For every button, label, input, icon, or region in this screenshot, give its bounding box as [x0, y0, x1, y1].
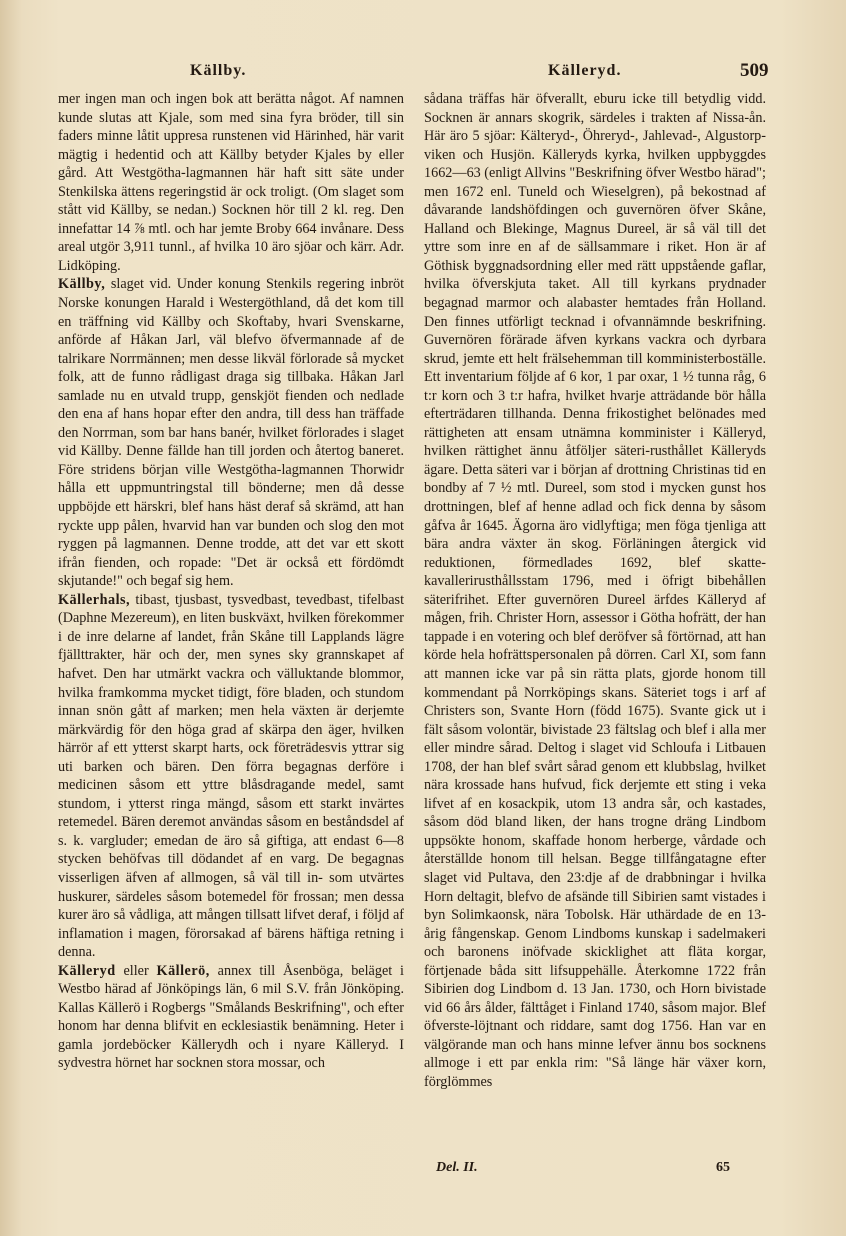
entry-text: slaget vid. Under konung Stenkils regering inbröt Norske konungen Harald i Westergöthland, då det kom till en träffning vid Källby och Skoftaby, hvari Svenskarne, anförde af Håkan Jarl, väl blefvo öfvermannade af de talrikare Norrmännen; men desse likväl förlorade så mycket folk, att de funno rådligast draga sig tillbaka. Håkan Jarl samlade nu en utvald trupp, genskjöt fienden och nedlade den ena af hans hopar efter den andra, till dess han träffade den Norrman, som bar hans banér, hvilket förlorades i slaget vid Källby. Denne fällde han till jorden och återtog baneret. Före stridens början ville Westgötha-lagmannen Thorwidr hålla ett uppmuntringstal till bönderne; men då desse uppböjde ett härskri, blef hans häst deraf så skrämd, att han ryckte upp pålen, hvarvid han var bunden och slog den mot ryggen på lagmannen. Denne trodde, att det var ett skott ifrån fienden, och ropade: "Det är också ett fördömdt skjutande!" och begaf sig hem. — [58, 276, 405, 590]
right-running-title: Källeryd. — [548, 62, 622, 79]
entry-headword: Källerhals, — [58, 591, 131, 608]
entry-text: tibast, tjusbast, tysvedbast, tevedbast, tifelbast (Daphne Mezereum), en liten buskväxt, hvilken förekommer i de inre delarne af landet, från Skåne till Lapplands lägre fjällttrakter, här och der, men synes sky grannskapet af hafvet. Den har utmärkt vackra och välluktande blommor, hvilka framkomma mycket tidigt, före bladen, och stundom innan snön gått af marken; men hela växten är derjemte märkvärdig för den höga grad af skärpa den äger, hvilken härrör af ett ytterst skarpt harts, ock företrädesvis yttrar sig uti barken och bären. Den förra begagnas derföre i medicinen såsom ett yttre blåsdragande medel, samt stundom, i ytterst ringa mängd, såsom ett starkt invärtes retemedel. Bären deremot användas såsom en beståndsdel af s. k. vargluder; emedan de äro så giftiga, att endast 6—8 stycken behöfvas till dödandet af en varg. De begagnas visserligen äfven af allmogen, så väl till in- som utvärtes huskurer, särdeles såsom botemedel för frossan; men dessa kurer äro så vådliga, att mången tillsatt lifvet deraf, i följd af inflamation i magen, förorsakad af bärens häftiga retning i denna. — [58, 591, 405, 961]
page-footer — [0, 1160, 846, 1182]
entry-kallerhals — [58, 591, 404, 962]
entry-kalleryd — [58, 962, 404, 1073]
sheet-number: 65 — [716, 1160, 730, 1175]
entry-text: annex till Åsenböga, beläget i Westbo härad af Jönköpings län, 6 mil S.V. från Jönköping. Kallas Källerö i Rogbergs "Smålands Beskrifning", och efter honom har denna blifvit en ecklesiastik benämning. Heter i gamla jordeböcker Källerydh och i nyare Källeryd. I sydvestra hörnet har socknen stora mossar, och — [58, 962, 404, 1072]
continued-paragraph: mer ingen man och ingen bok att berätta något. Af namnen kunde slutas att Kjale, som med sina fyra bröder, till sin faders minne låtit uppresa runstenen vid Härinhed, här varit mägtig i hedentid och att Källby betyder Kjales by eller gård. Att Westgötha-lagmannen här haft sitt säte under Stenkilska ättens regeringstid är ock troligt. (Om slaget som stått vid Källby, se nedan.) Socknen hör till 2 kl. reg. Den innefattar 14 ⅞ mtl. och har jemte Broby 664 invånare. Dess areal utgör 3,911 tunnl., af hvilka 10 äro sjöar och kärr. Adr. Lidköping. — [58, 91, 404, 274]
right-column — [424, 90, 766, 1092]
entry-connector: eller — [123, 962, 149, 979]
entry-headword-alt: Källerö, — [156, 962, 210, 979]
left-running-title: Källby. — [190, 62, 247, 79]
entry-headword: Källeryd — [58, 962, 116, 979]
entry-headword: Källby, — [58, 276, 106, 293]
entry-kallby-slaget — [58, 275, 404, 590]
running-head — [0, 62, 846, 86]
left-column — [58, 90, 404, 1073]
page-number: 509 — [740, 60, 769, 81]
volume-signature: Del. II. — [436, 1160, 478, 1175]
continued-entry-kalleryd: sådana träffas här öfverallt, eburu icke till betydlig vidd. Socknen är annars skogrik, särdeles i trakten af Nissa-ån. Här äro 5 sjöar: Kälteryd-, Öhreryd-, Jahlevad-, Algustorp-viken och Husjön. Källeryds kyrka, hvilken uppbyggdes 1662—63 (enligt Allvins "Beskrifning öfver Westbo härad"; men 1672 enl. Tuneld och Wieselgren), på bekostnad af dåvarande landshöfdingen och guvernören öfver Skåne, Halland och Blekinge, Magnus Dureel, är så väl till det yttre som inre en af de sällsammare i riket. Hon är af Göthisk byggnadsordning eller med rätt uppstående gaflar, hvilka öfverskjuta taket. All till kyrkans prydnader begagnad marmor och alabaster hemtades från Holland. Den finnes utförligt tecknad i ofvannämnde beskrifning. Guvernören förärade äfven kyrkans vackra och dyrbara skrud, jemte ett helt frälsehemman till komministerboställe. Ett inventarium följde af 6 kor, 1 par oxar, 1 ½ tunna råg, 6 t:r korn och 3 t:r hafra, hvilket hvarje atträdande bör hålla efterträdaren tillhanda. Denna frikostighet belönades med rättigheten att ensam utnämna komminister i Källeryd, hvilken rättighet ännu åtföljer säteri-rusthållet Källeryds ägare. Detta säteri var i början af drottning Christinas tid en bondby af 7 ½ mtl. Dureel, som stod i mycken gunst hos drottningen, blef af henne adlad och fick denna by såsom gåfva år 1645. Ägorna äro vidlyftiga; men föga tjenliga att bära andra växter än skog. Förläningen återgick vid reduktionen, förmedlades 1692, blef skatte-kavallerirusthållsstam 1796, med i öfrigt bibehållen säterifrihet. Efter guvernören Dureel ärfdes Källeryd af mågen, frih. Christer Horn, assessor i Götha hofrätt, der han tappade i en votering och blef deröfver så förtörnad, att han körde hela hofrättspersonalen på dörren. Carl XI, som fann att mannen icke var på sin rätta plats, gjorde honom till kommendant på Norrköpings skans. Säteriet togs i arf af Christers son, Svante Horn (född 1675). Svante gick ut i fält såsom volontär, bivistade 23 fältslag och blef i alla mer eller mindre sårad. Deltog i slaget vid Schloufa i Litbauen 1708, der han blef svårt sårad genom ett klubbslag, hvilket nära krossade hans hufvud, fick derjemte ett sting i veka lifvet af en kosackpik, utom 13 andra sår, och kastades, såsom död bland liken, der hans trogne dräng Lindbom uppsökte honom, skaffade honom herberge, vårdade och återställde honom till helsan. Begge tillfångatagne efter slaget vid Pultava, den 23:dje af de drabbningar i hvilka Horn deltagit, blefvo de afsände till Sibirien samt vistades i byn Solimkaonsk, nära Tobolsk. Här uthärdade de en 13-årig fångenskap. Genom Lindboms kunskap i sadelmakeri och baronens inöfvade skicklighet att fläta korgar, förtjenade båda sitt lifsuppehälle. Återkomne 1722 från Sibirien dog Lindbom d. 13 Jan. 1730, och Horn bivistade vid 66 års ålder, fälttåget i Finland 1740, såsom major. Blef öfverste-löjtnant och riddare, samt dog 1756. Han var en välgörande man och hans minne lefver ännu bos socknens allmoge i ett par enkla rim: "Så länge här växer korn, förglömmes — [424, 91, 766, 1090]
